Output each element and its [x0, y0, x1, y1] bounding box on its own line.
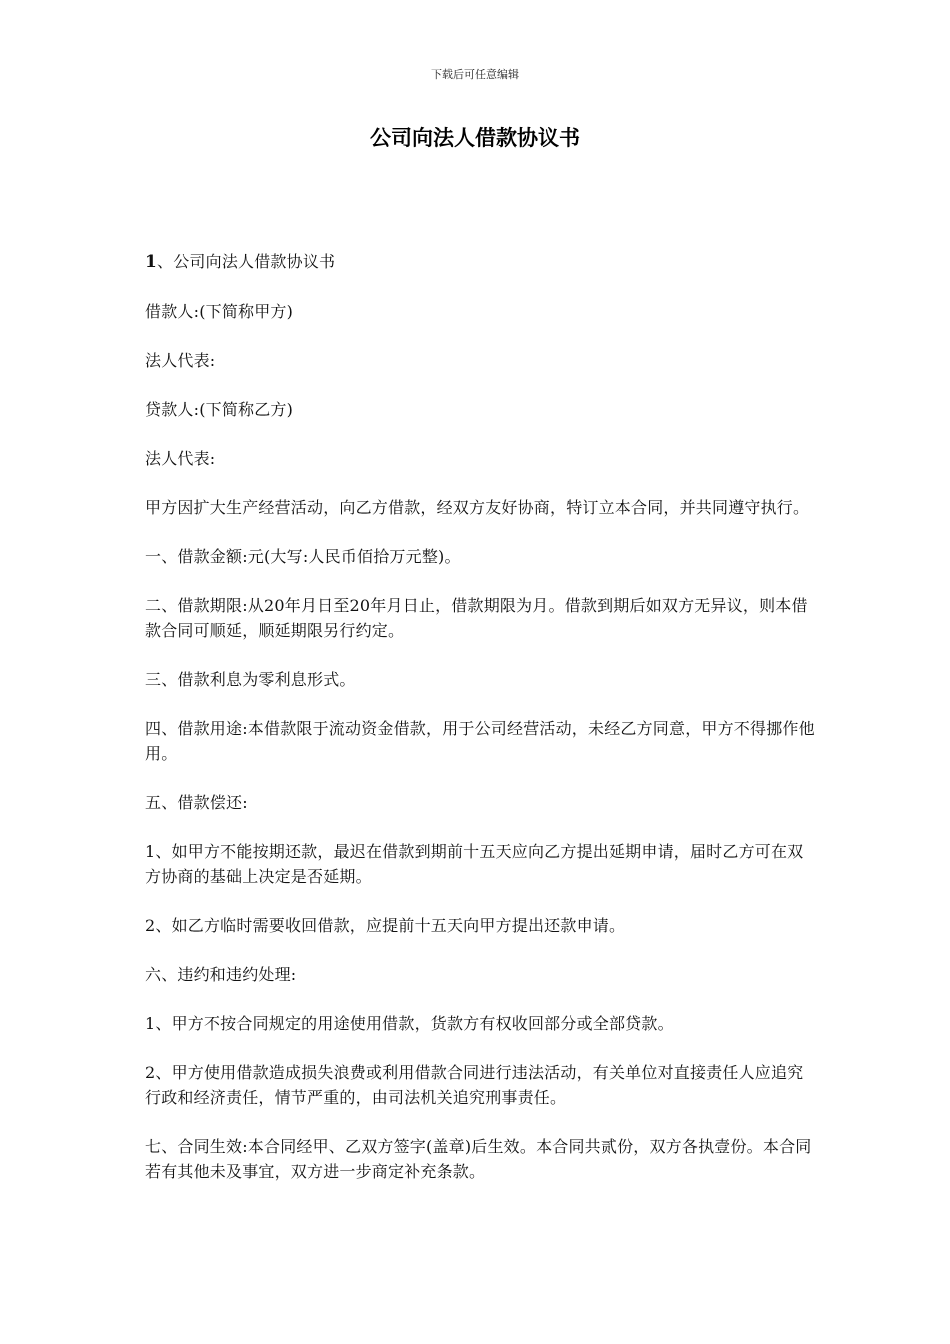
clause-repayment: 五、借款偿还:	[145, 793, 248, 812]
document-body	[145, 249, 817, 1208]
breach-item-1: 1、甲方不按合同规定的用途使用借款，货款方有权收回部分或全部贷款。	[145, 1014, 674, 1033]
repayment-item-2: 2、如乙方临时需要收回借款，应提前十五天向甲方提出还款申请。	[145, 916, 626, 935]
paragraph-lender-rep: 法人代表:	[145, 449, 216, 468]
clause-effective: 七、合同生效:本合同经甲、乙双方签字(盖章)后生效。本合同共贰份，双方各执壹份。本合同若有其他未及事宜，双方进一步商定补充条款。	[145, 1137, 812, 1181]
repayment-item-1: 1、如甲方不能按期还款，最迟在借款到期前十五天应向乙方提出延期申请，届时乙方可在双方协商的基础上决定是否延期。	[145, 842, 804, 886]
clause-interest: 三、借款利息为零利息形式。	[145, 670, 356, 689]
clause-purpose: 四、借款用途:本借款限于流动资金借款，用于公司经营活动，未经乙方同意，甲方不得挪作他用。	[145, 719, 815, 763]
clause-amount: 一、借款金额:元(大写:人民币佰拾万元整)。	[145, 547, 461, 566]
document-title: 公司向法人借款协议书	[370, 125, 580, 150]
clause-breach: 六、违约和违约处理:	[145, 965, 297, 984]
section-heading-text: 、公司向法人借款协议书	[157, 252, 336, 271]
breach-item-2: 2、甲方使用借款造成损失浪费或利用借款合同进行违法活动，有关单位对直接责任人应追究行政和经济责任，情节严重的，由司法机关追究刑事责任。	[145, 1063, 804, 1107]
paragraph-borrower: 借款人:(下简称甲方)	[145, 302, 294, 321]
paragraph-lender: 贷款人:(下简称乙方)	[145, 400, 294, 419]
paragraph-preamble: 甲方因扩大生产经营活动，向乙方借款，经双方友好协商，特订立本合同，并共同遵守执行。	[145, 498, 810, 517]
section-number: 1	[145, 252, 158, 272]
section-heading	[145, 249, 817, 275]
clause-term: 二、借款期限:从20年月日至20年月日止，借款期限为月。借款到期后如双方无异议，则本借款合同可顺延，顺延期限另行约定。	[145, 596, 808, 640]
paragraph-borrower-rep: 法人代表:	[145, 351, 216, 370]
header-note: 下载后可任意编辑	[431, 68, 519, 81]
